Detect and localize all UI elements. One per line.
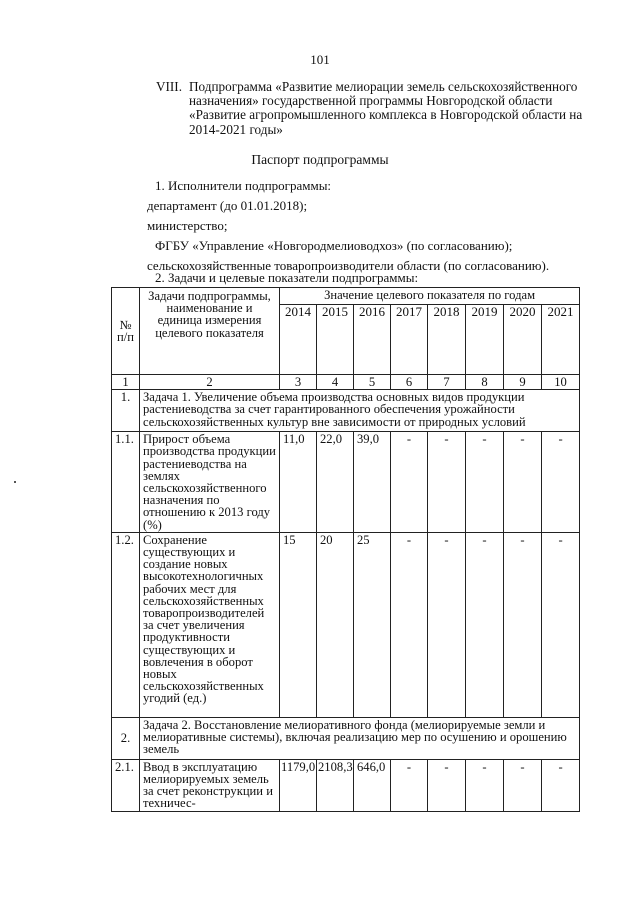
executor-item: сельскохозяйственные товаропроизводители области (по согласованию). [147,258,550,273]
value-cell: - [542,532,580,717]
value-cell: 11,0 [280,432,317,533]
value-cell: 1179,0 [280,759,317,811]
value-cell: - [428,532,466,717]
column-number: 4 [317,375,354,390]
value-cell: - [391,432,428,533]
row-number: 2. [112,717,140,759]
row-number: 1. [112,390,140,432]
indicator-text: Прирост объема производства продукции растениеводства на землях сельскохозяйственного назначения по отношению к 2013 году (%) [140,432,280,533]
value-cell: - [391,759,428,811]
row-number: 2.1. [112,759,140,811]
value-cell: - [428,432,466,533]
value-cell: - [504,532,542,717]
task-text: Задача 2. Восстановление мелиоративного фонда (мелиорируемые земли и мелиоративные системы), включая реализацию мер по осушению и орошению земель [140,717,580,759]
header-task: Задачи подпрограммы, наименование и единица измерения целевого показателя [140,288,280,375]
task-row [112,717,580,759]
value-cell: 646,0 [354,759,391,811]
year-cell: 2015 [317,305,354,375]
value-cell: - [542,432,580,533]
indicator-text: Ввод в эксплуатацию мелиорируемых земель за счет реконструкции и техничес- [140,759,280,811]
scan-speck [14,481,16,483]
column-number: 3 [280,375,317,390]
indicator-text: Сохранение существующих и создание новых высокотехнологичных рабочих мест для сельскохозяйственных товаропроизводителей за счет увеличения продуктивности существующих и вовлечения в оборот новых сельскохозяйственных угодий (ед.) [140,532,280,717]
column-numbers-row [112,375,580,390]
table-header-row [112,288,580,305]
indicator-row [112,759,580,811]
year-cell: 2017 [391,305,428,375]
page-number: 101 [310,52,330,67]
value-cell: - [504,759,542,811]
column-number: 5 [354,375,391,390]
value-cell: 2108,3 [317,759,354,811]
executor-item: департамент (до 01.01.2018); [147,198,308,213]
row-number: 1.1. [112,432,140,533]
indicator-row [112,532,580,717]
section-title-text: Подпрограмма «Развитие мелиорации земель сельскохозяйственного назначения» государственной программы Новгородской области «Развитие агропромышленного комплекса в Новгородской области на 2014-2021 годы» [189,79,583,137]
header-values: Значение целевого показателя по годам [280,288,580,305]
value-cell: - [466,432,504,533]
value-cell: 22,0 [317,432,354,533]
column-number: 6 [391,375,428,390]
column-number: 8 [466,375,504,390]
year-cell: 2020 [504,305,542,375]
year-cell: 2021 [542,305,580,375]
value-cell: - [391,532,428,717]
indicators-table [111,287,580,812]
value-cell: - [466,532,504,717]
indicator-row [112,432,580,533]
value-cell: 39,0 [354,432,391,533]
value-cell: - [466,759,504,811]
executors-heading: 1. Исполнители подпрограммы: [155,178,332,193]
value-cell: 15 [280,532,317,717]
row-number: 1.2. [112,532,140,717]
executor-item: министерство; [147,218,228,233]
value-cell: - [504,432,542,533]
task-text: Задача 1. Увеличение объема производства основных видов продукции растениеводства за счет гарантированного обеспечения урожайности сельскохозяйственных культур вне зависимости от природных условий [140,390,580,432]
column-number: 1 [112,375,140,390]
column-number: 7 [428,375,466,390]
year-cell: 2014 [280,305,317,375]
executor-item: ФГБУ «Управление «Новгородмелиоводхоз» (по согласованию); [155,238,513,253]
year-cell: 2018 [428,305,466,375]
section-number: VIII. [156,79,182,94]
passport-title: Паспорт подпрограммы [251,152,389,167]
year-cell: 2016 [354,305,391,375]
column-number: 10 [542,375,580,390]
task-row [112,390,580,432]
value-cell: - [428,759,466,811]
header-num: № п/п [112,288,140,375]
column-number: 9 [504,375,542,390]
value-cell: 25 [354,532,391,717]
value-cell: - [542,759,580,811]
column-number: 2 [140,375,280,390]
value-cell: 20 [317,532,354,717]
tasks-heading: 2. Задачи и целевые показатели подпрограммы: [155,270,419,285]
year-cell: 2019 [466,305,504,375]
